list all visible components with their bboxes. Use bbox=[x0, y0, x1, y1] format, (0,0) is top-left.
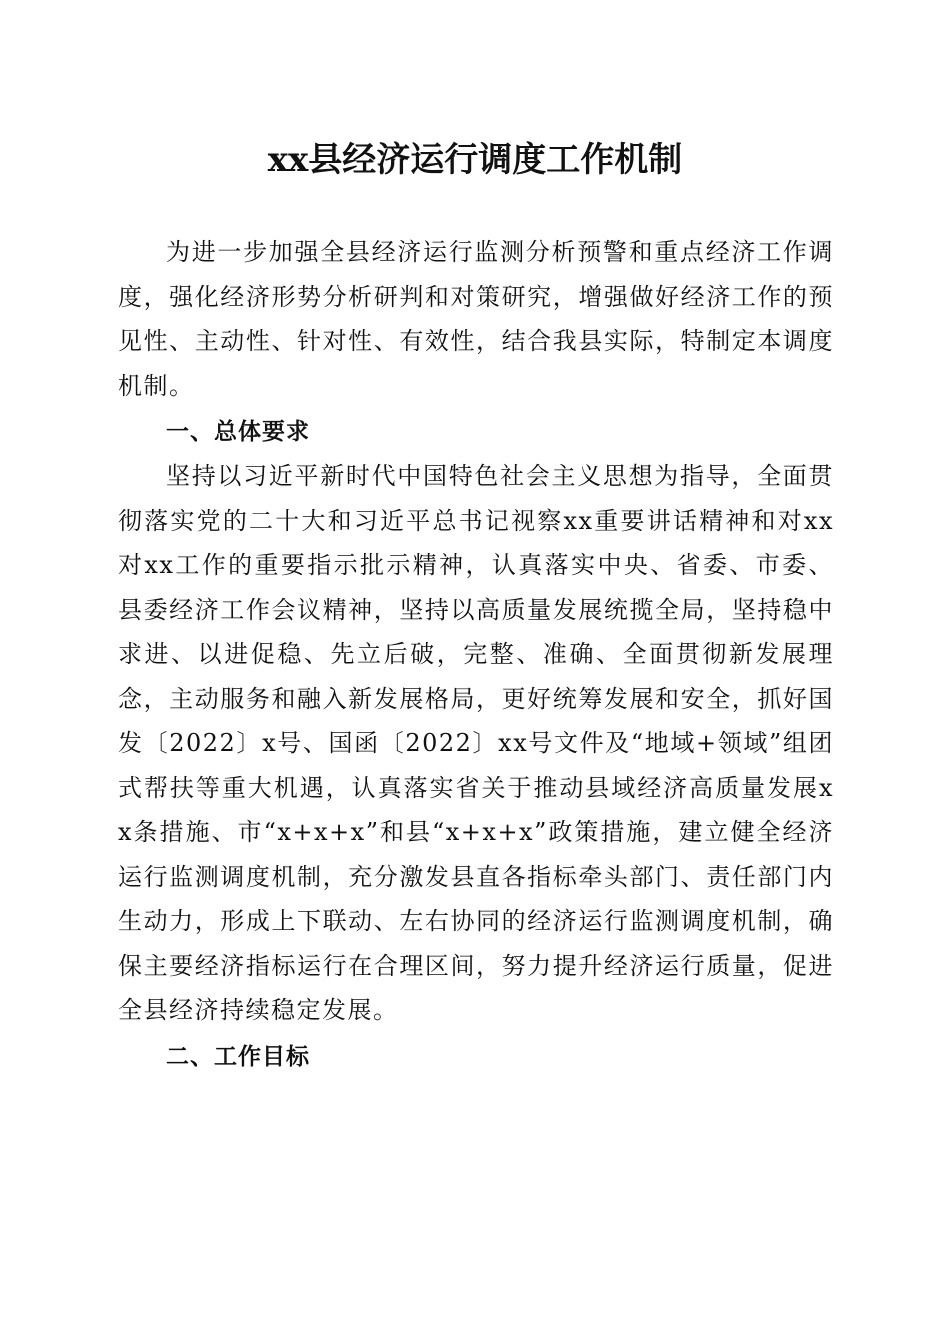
section-body-general-requirements: 坚持以习近平新时代中国特色社会主义思想为指导，全面贯彻落实党的二十大和习近平总书记视察xx重要讲话精神和对xx对xx工作的重要指示批示精神，认真落实中央、省委、市委、县委经济工作会议精神，坚持以高质量发展统揽全局，坚持稳中求进、以进促稳、先立后破，完整、准确、全面贯彻新发展理念，主动服务和融入新发展格局，更好统筹发展和安全，抓好国发〔2022〕x号、国函〔2022〕xx号文件及“地域+领域”组团式帮扶等重大机遇，认真落实省关于推动县域经济高质量发展xx条措施、市“x+x+x”和县“x+x+x”政策措施，建立健全经济运行监测调度机制，充分激发县直各指标牵头部门、责任部门内生动力，形成上下联动、左右协同的经济运行监测调度机制，确保主要经济指标运行在合理区间，努力提升经济运行质量，促进全县经济持续稳定发展。 bbox=[118, 462, 834, 1024]
section-heading-general-requirements: 一、总体要求 bbox=[166, 419, 310, 445]
section-heading-work-goals: 二、工作目标 bbox=[166, 1044, 310, 1070]
intro-paragraph: 为进一步加强全县经济运行监测分析预警和重点经济工作调度，强化经济形势分析研判和对策研究，增强做好经济工作的预见性、主动性、针对性、有效性，结合我县实际，特制定本调度机制。 bbox=[118, 238, 834, 400]
document-title: xx县经济运行调度工作机制 bbox=[267, 140, 683, 180]
